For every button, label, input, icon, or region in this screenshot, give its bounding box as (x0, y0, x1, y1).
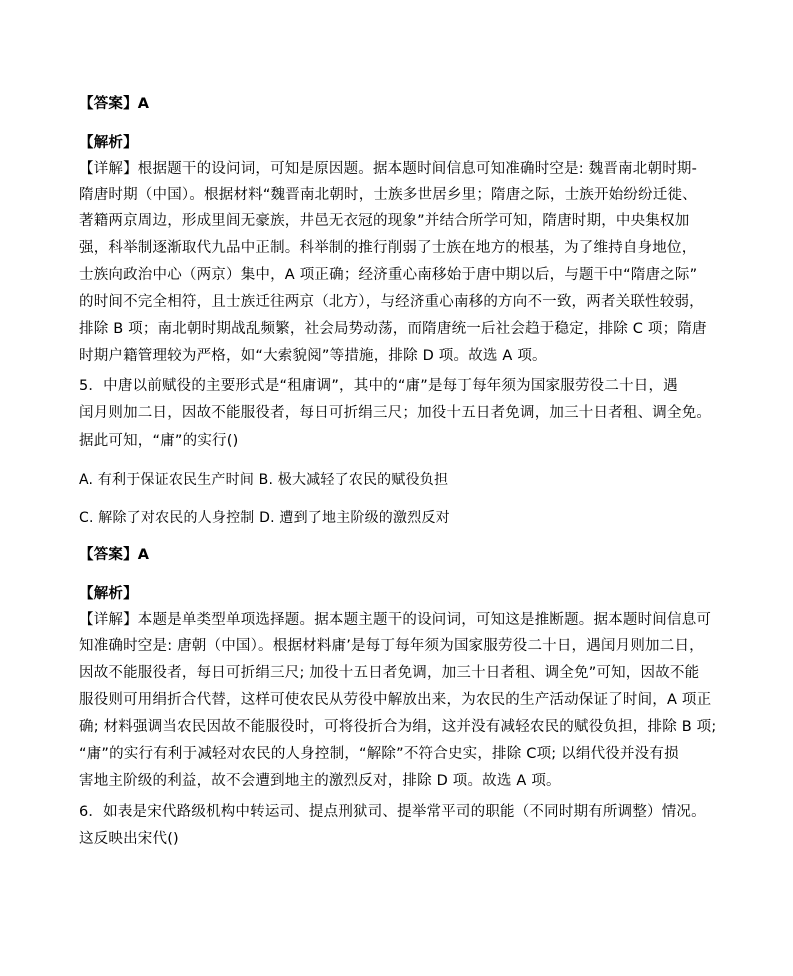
analysis-label-2: 【解析】 (79, 586, 138, 602)
analysis-label-1: 【解析】 (79, 135, 138, 151)
question-6-stem: 这反映出宋代() (79, 831, 179, 847)
analysis-2-line: 服役则可用绢折合代替，这样可使农民从劳役中解放出来，为农民的生产活动保证了时间，A 项正 (79, 692, 712, 708)
answer-label-2: 【答案】A (79, 547, 150, 563)
question-5-options-cd: C. 解除了对农民的人身控制 D. 遭到了地主阶级的激烈反对 (79, 510, 450, 526)
question-5-stem: 据此可知，“庸”的实行() (79, 433, 239, 449)
analysis-2-line: 【详解】本题是单类型单项选择题。据本题主题干的设问词，可知这是推断题。据本题时间信息可 (79, 612, 712, 628)
analysis-1-line: 强，科举制逐渐取代九品中正制。科举制的推行削弱了士族在地方的根基，为了维持自身地位， (79, 240, 697, 256)
question-5-options-ab: A. 有利于保证农民生产时间 B. 极大减轻了农民的赋役负担 (79, 472, 449, 488)
question-6-stem: 6．如表是宋代路级机构中转运司、提点刑狱司、提举常平司的职能（不同时期有所调整）情况。 (79, 804, 706, 820)
question-5-stem: 闰月则加二日，因故不能服役者，每日可折绢三尺；加役十五日者免调，加三十日者租、调全免。 (79, 405, 712, 421)
analysis-2-line: “庸”的实行有利于减轻对农民的人身控制，“解除”不符合史实，排除 C项; 以绢代役并没有损 (79, 746, 679, 762)
analysis-2-line: 因故不能服役者，每日可折绢三尺; 加役十五日者免调，加三十日者租、调全免”可知，因故不能 (79, 665, 700, 681)
analysis-2-line: 确; 材料强调当农民因故不能服役时，可将役折合为绢，这并没有减轻农民的赋役负担，排除 B 项; (79, 719, 717, 735)
answer-label-1: 【答案】A (79, 96, 150, 112)
analysis-1-line: 时期户籍管理较为严格，如“大索貌阅”等措施，排除 D 项。故选 A 项。 (79, 348, 547, 364)
analysis-2-line: 害地主阶级的利益，故不会遭到地主的激烈反对，排除 D 项。故选 A 项。 (79, 773, 561, 789)
analysis-1-line: 【详解】根据题干的设问词，可知是原因题。据本题时间信息可知准确时空是: 魏晋南北朝时期- (79, 161, 698, 177)
analysis-1-line: 士族向政治中心（两京）集中，A 项正确；经济重心南移始于唐中期以后，与题干中“隋唐之际” (79, 267, 698, 283)
analysis-1-line: 著籍两京周边，形成里闾无豪族，井邑无衣冠的现象”并结合所学可知，隋唐时期，中央集权加 (79, 213, 690, 229)
analysis-1-line: 隋唐时期（中国）。根据材料“魏晋南北朝时，士族多世居乡里；隋唐之际，士族开始纷纷迁徙、 (79, 187, 697, 203)
question-5-stem: 5．中唐以前赋役的主要形式是“租庸调”，其中的“庸”是每丁每年须为国家服劳役二十日，遇 (79, 378, 678, 394)
analysis-1-line: 排除 B 项；南北朝时期战乱频繁，社会局势动荡，而隋唐统一后社会趋于稳定，排除 C 项；隋唐 (79, 321, 707, 337)
analysis-1-line: 的时间不完全相符，且士族迁往两京（北方），与经济重心南移的方向不一致，两者关联性较弱， (79, 294, 704, 310)
analysis-2-line: 知准确时空是: 唐朝（中国）。根据材料庸’是每丁每年须为国家服劳役二十日，遇闰月则加二日， (79, 638, 704, 654)
